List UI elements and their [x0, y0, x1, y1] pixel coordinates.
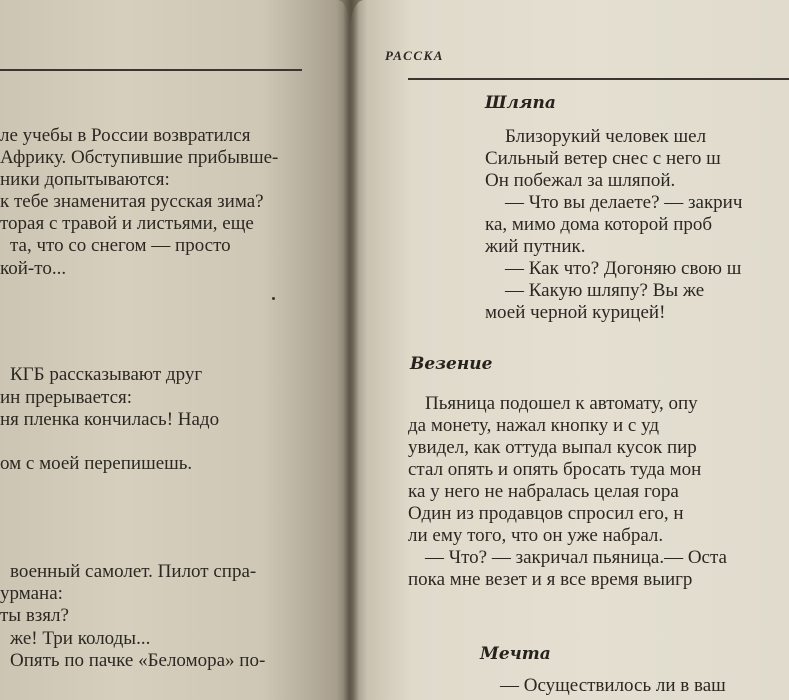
- right-text-line: ка у него не набралась целая гора: [408, 481, 679, 502]
- right-text-line: Он побежал за шляпой.: [485, 170, 676, 191]
- right-text-line: жий путник.: [485, 236, 586, 257]
- left-text-line: ня пленка кончилась! Надо: [0, 409, 220, 430]
- left-text-line: ом с моей перепишешь.: [0, 453, 193, 474]
- left-text-line: Африку. Обступившие прибывше-: [0, 147, 279, 168]
- left-text-line: ле учебы в России возвратился: [0, 125, 251, 146]
- left-text-line: КГБ рассказывают друг: [10, 364, 203, 385]
- right-page: [350, 0, 789, 700]
- running-header: РАССКА: [385, 48, 444, 63]
- right-text-line: — Какую шляпу? Вы же: [505, 280, 705, 301]
- left-text-line: ники допытываются:: [0, 169, 170, 190]
- right-text-line: пока мне везет и я все время выигр: [408, 569, 693, 590]
- section-heading-hat: Шляпа: [485, 93, 556, 113]
- right-text-line: ка, мимо дома которой проб: [485, 214, 713, 235]
- left-text-line: же! Три колоды...: [10, 628, 151, 649]
- right-text-line: — Что? — закричал пьяница.— Оста: [425, 547, 727, 568]
- left-text-line: торая с травой и листьями, еще: [0, 213, 254, 234]
- right-text-line: — Что вы делаете? — закрич: [505, 192, 743, 213]
- left-text-line: кой-то...: [0, 258, 67, 279]
- right-text-line: Близорукий человек шел: [505, 126, 707, 147]
- left-text-line: к тебе знаменитая русская зима?: [0, 191, 264, 212]
- left-text-line: урмана:: [0, 583, 63, 604]
- right-text-line: моей черной курицей!: [485, 302, 666, 323]
- book-gutter-shadow: [343, 0, 359, 700]
- right-text-line: да монету, нажал кнопку и с уд: [408, 415, 660, 436]
- right-text-line: — Осуществилось ли в ваш: [500, 675, 726, 696]
- right-text-line: Пьяница подошел к автомату, опу: [425, 393, 698, 414]
- section-heading-dream: Мечта: [480, 644, 551, 664]
- left-text-line: ин прерывается:: [0, 387, 133, 408]
- right-text-line: Сильный ветер снес с него ш: [485, 148, 721, 169]
- right-text-line: увидел, как оттуда выпал кусок пир: [408, 437, 697, 458]
- left-page: [0, 0, 350, 700]
- left-text-line: та, что со снегом — просто: [10, 235, 231, 256]
- left-text-line: ты взял?: [0, 605, 69, 626]
- left-text-line: Опять по пачке «Беломора» по-: [10, 650, 266, 671]
- right-text-line: — Как что? Догоняю свою ш: [505, 258, 742, 279]
- header-rule-right: [408, 78, 789, 80]
- ink-speck: [272, 297, 275, 300]
- right-text-line: стал опять и опять бросать туда мон: [408, 459, 702, 480]
- section-heading-luck: Везение: [410, 354, 493, 374]
- left-text-line: военный самолет. Пилот спра-: [10, 561, 257, 582]
- header-rule-left: [0, 69, 302, 71]
- right-text-line: ли ему того, что он уже набрал.: [408, 525, 664, 546]
- right-text-line: Один из продавцов спросил его, н: [408, 503, 684, 524]
